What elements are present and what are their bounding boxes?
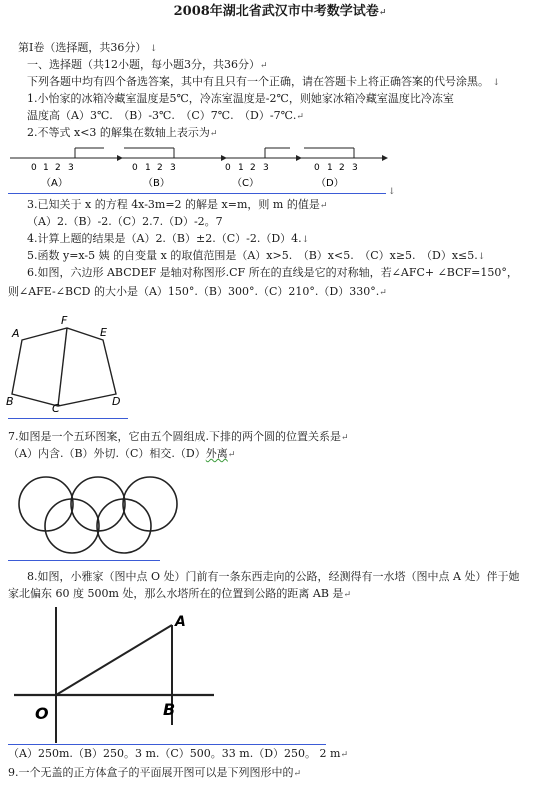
number-line-d (290, 148, 388, 189)
q7-options: （A）内含.（B）外切.（C）相交.（D）外离↵ (8, 447, 236, 460)
q3-text: 3.已知关于 x 的方程 4x-3m=2 的解是 x=m，则 m 的值是↵ (27, 198, 328, 211)
para-mark: ↵ (227, 450, 236, 460)
tick-3: 3 (352, 163, 358, 173)
para-mark: ↵ (341, 433, 349, 443)
para-mark: ↵ (293, 769, 302, 779)
point-a: A (175, 614, 186, 630)
vertex-f: F (61, 314, 68, 327)
tick-3: 3 (263, 163, 269, 173)
section-divider (8, 744, 326, 745)
para-mark: ↵ (209, 129, 218, 139)
vertex-d: D (112, 395, 121, 408)
section-divider (8, 418, 128, 419)
para-mark: ↵ (260, 61, 268, 71)
para-mark: ↵ (340, 750, 348, 760)
list-mark: ↓ (149, 44, 158, 54)
part-heading: 一、选择题（共12小题，每小题3分，共36分）↵ (27, 58, 268, 71)
para-mark: ↵ (296, 112, 304, 122)
tick-2: 2 (157, 163, 163, 173)
tick-2: 2 (55, 163, 61, 173)
point-b: B (163, 700, 176, 719)
tick-3: 3 (68, 163, 74, 173)
option-d-label: （D） (316, 178, 344, 189)
number-line-b (114, 148, 227, 189)
section-divider (8, 560, 160, 561)
option-c-label: （C） (232, 178, 259, 189)
list-mark: ↓ (477, 252, 486, 262)
tick-1: 1 (327, 163, 333, 173)
q7-text: 7.如图是一个五环图案，它由五个圆组成.下排的两个圆的位置关系是↵ (8, 430, 349, 443)
q9-text: 9.一个无盖的正方体盒子的平面展开图可以是下列图形中的↵ (8, 766, 302, 779)
number-line-a (10, 148, 123, 189)
tick-1: 1 (43, 163, 49, 173)
q8-options: （A）250m.（B）250。3 m.（C）500。33 m.（D）250。 2 m↵ (8, 747, 348, 760)
q2-text: 2.不等式 x<3 的解集在数轴上表示为↵ (27, 126, 218, 139)
q3-options: （A）2.（B）-2.（C）2.7.（D）-2。7 (27, 215, 223, 228)
tick-0: 0 (314, 163, 320, 173)
vertex-c: C (52, 402, 60, 415)
q8-line-2: 家北偏东 60 度 500m 处，那么水塔所在的位置到公路的距离 AB 是↵ (8, 587, 351, 600)
para-mark: ↵ (343, 590, 351, 600)
list-mark: ↓ (388, 187, 396, 197)
para-mark: ↵ (379, 288, 387, 298)
tick-1: 1 (238, 163, 244, 173)
option-a-label: （A） (41, 178, 68, 189)
q6-line-2: 则∠AFE-∠BCD 的大小是（A）150°.（B）300°.（C）210°.（D）330°.↵ (8, 285, 387, 298)
point-o: O (35, 704, 49, 723)
tick-1: 1 (145, 163, 151, 173)
tick-2: 2 (250, 163, 256, 173)
vertex-b: B (6, 395, 14, 408)
para-mark: ↵ (378, 8, 387, 18)
section-divider (8, 193, 386, 194)
tick-0: 0 (225, 163, 231, 173)
q1-line-1: 1.小怡家的冰箱冷藏室温度是5℃，冷冻室温度是-2℃，则她家冰箱冷藏室温度比冷冻室 (27, 92, 454, 105)
instruction-text: 下列各题中均有四个备选答案，其中有且只有一个正确，请在答题卡上将正确答案的代号涂黑。 ↓ (27, 75, 501, 88)
list-mark: ↓ (492, 78, 501, 88)
q7-option-d: 外离 (205, 447, 228, 460)
q4-text: 4.计算上题的结果是（A）2.（B）±2.（C）-2.（D）4.↓ (27, 232, 310, 245)
q6-line-1: 6.如图，六边形 ABCDEF 是轴对称图形.CF 所在的直线是它的对称轴，若∠AFC+ ∠BCF=150°， (27, 266, 518, 279)
q8-line-1: 8.如图，小雅家（图中点 O 处）门前有一条东西走向的公路，经测得有一水塔（图中点 A 处）伴于她 (27, 570, 520, 583)
q2-number-lines (0, 142, 560, 192)
list-mark: ↓ (301, 235, 310, 245)
vertex-e: E (100, 326, 107, 339)
exam-title: 2008年湖北省武汉市中考数学试卷↵ (173, 4, 387, 19)
tick-0: 0 (132, 163, 138, 173)
para-mark: ↵ (319, 201, 328, 211)
olympic-rings-figure (0, 478, 180, 568)
vertex-a: A (12, 327, 20, 340)
hexagon-figure (0, 312, 140, 415)
option-b-label: （B） (143, 178, 170, 189)
tick-0: 0 (31, 163, 37, 173)
q1-line-2: 温度高（A）3℃. （B）-3℃. （C）7℃. （D）-7℃.↵ (27, 109, 304, 122)
tick-2: 2 (339, 163, 345, 173)
tick-3: 3 (170, 163, 176, 173)
road-tower-figure (0, 605, 230, 745)
number-line-c (204, 148, 302, 189)
q5-text: 5.函数 y=x-5 姨 的自变量 x 的取值范围是（A）x>5. （B）x<5. （C）x≥5. （D）x≤5.↓ (27, 249, 486, 262)
section-heading: 第Ⅰ卷（选择题，共36分） ↓ (18, 41, 158, 54)
